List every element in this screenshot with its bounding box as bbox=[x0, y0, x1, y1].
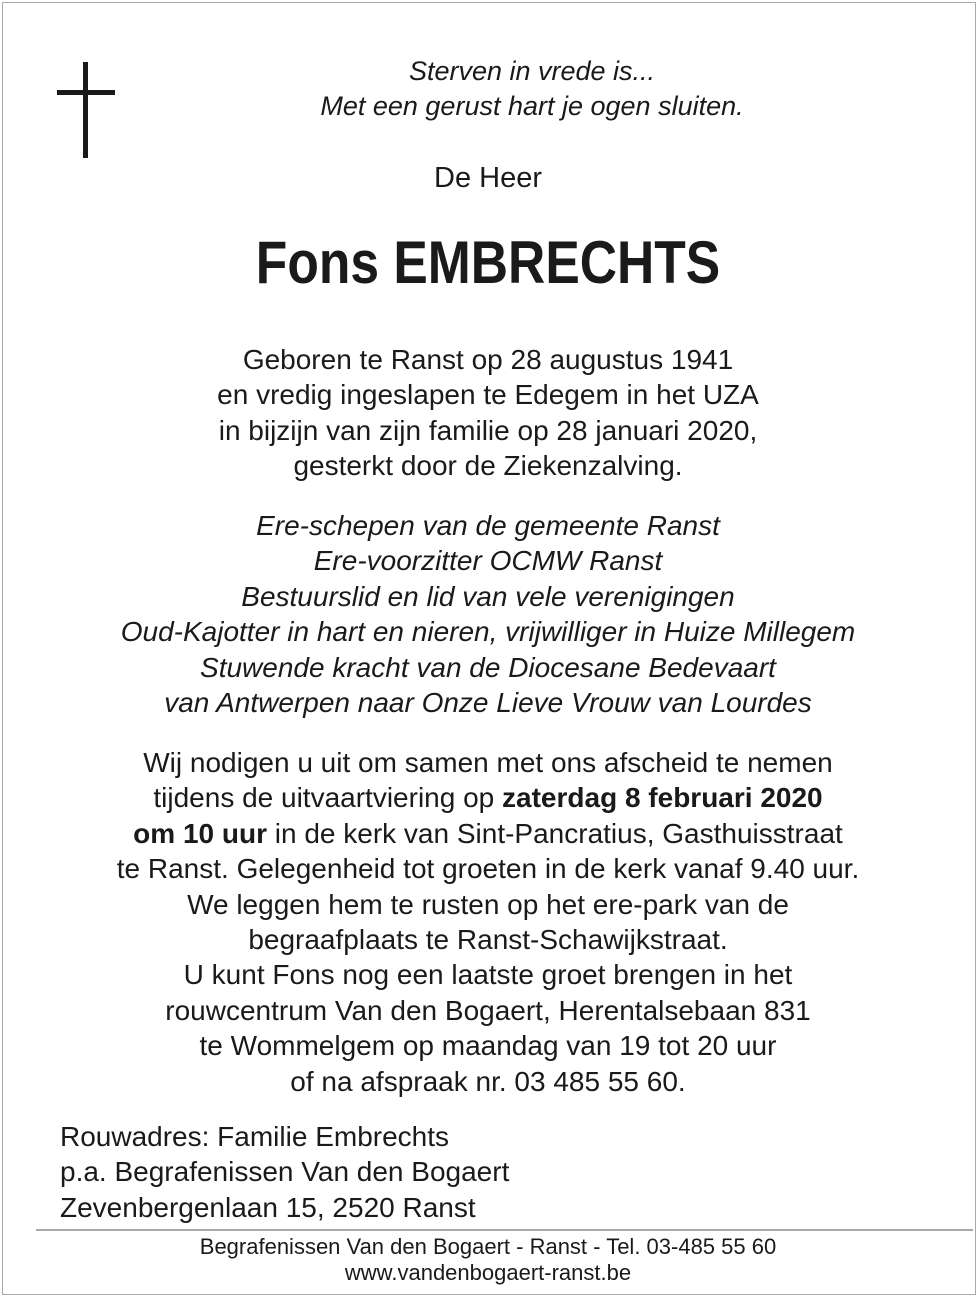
text-segment: in de kerk van Sint-Pancratius, Gasthuisstraat bbox=[266, 817, 843, 849]
address-line: Rouwadres: Familie Embrechts bbox=[60, 1121, 450, 1152]
text-line: Geboren te Ranst op 28 augustus 1941 bbox=[242, 344, 734, 375]
salutation: De Heer bbox=[434, 162, 542, 194]
title-line: Stuwende kracht van de Diocesane Bedevaart bbox=[200, 651, 776, 683]
motto-line: Sterven in vrede is... bbox=[408, 56, 656, 86]
text-segment: tijdens de uitvaartviering op bbox=[153, 782, 503, 814]
title-line: Oud-Kajotter in hart en nieren, vrijwilliger in Huize Millegem bbox=[120, 616, 856, 648]
funeral-invitation bbox=[0, 745, 976, 1099]
mourning-address bbox=[60, 1119, 509, 1225]
divider bbox=[36, 1229, 973, 1231]
text-line: We leggen hem te rusten op het ere-park van de bbox=[187, 888, 789, 920]
text-line: in bijzijn van zijn familie op 28 januari 2020, bbox=[218, 414, 758, 446]
funeral-date: zaterdag 8 februari 2020 bbox=[502, 782, 823, 814]
text-line: rouwcentrum Van den Bogaert, Herentalsebaan 831 bbox=[165, 994, 811, 1026]
text-line: en vredig ingeslapen te Edegem in het UZA bbox=[217, 379, 759, 411]
birth-death-text bbox=[0, 342, 976, 484]
text-line: U kunt Fons nog een laatste groet brengen in het bbox=[183, 959, 793, 991]
motto bbox=[0, 54, 980, 124]
text-line bbox=[0, 780, 976, 815]
text-line: begraafplaats te Ranst-Schawijkstraat. bbox=[248, 924, 728, 956]
funeral-time: om 10 uur bbox=[133, 817, 267, 849]
honorary-titles bbox=[0, 508, 976, 720]
motto-line: Met een gerust hart je ogen sluiten. bbox=[320, 91, 744, 121]
address-line: Zevenbergenlaan 15, 2520 Ranst bbox=[60, 1191, 476, 1223]
title-line: Ere-voorzitter OCMW Ranst bbox=[313, 545, 663, 577]
footer-website-link[interactable]: www.vandenbogaert-ranst.be bbox=[344, 1260, 632, 1285]
title-line: Bestuurslid en lid van vele verenigingen bbox=[241, 580, 735, 612]
title-line: van Antwerpen naar Onze Lieve Vrouw van Lourdes bbox=[164, 687, 812, 719]
text-line bbox=[0, 816, 976, 851]
text-line: of na afspraak nr. 03 485 55 60. bbox=[290, 1065, 686, 1097]
text-line: Wij nodigen u uit om samen met ons afscheid te nemen bbox=[143, 747, 833, 778]
title-line: Ere-schepen van de gemeente Ranst bbox=[256, 510, 720, 541]
text-line: te Ranst. Gelegenheid tot groeten in de kerk vanaf 9.40 uur. bbox=[116, 853, 860, 885]
footer bbox=[0, 1234, 976, 1286]
text-line: gesterkt door de Ziekenzalving. bbox=[293, 450, 683, 482]
footer-contact: Begrafenissen Van den Bogaert - Ranst - Tel. 03-485 55 60 bbox=[199, 1234, 777, 1259]
text-line: te Wommelgem op maandag van 19 tot 20 uur bbox=[199, 1030, 777, 1062]
address-line: p.a. Begrafenissen Van den Bogaert bbox=[60, 1156, 510, 1188]
deceased-name: Fons EMBRECHTS bbox=[255, 229, 721, 296]
